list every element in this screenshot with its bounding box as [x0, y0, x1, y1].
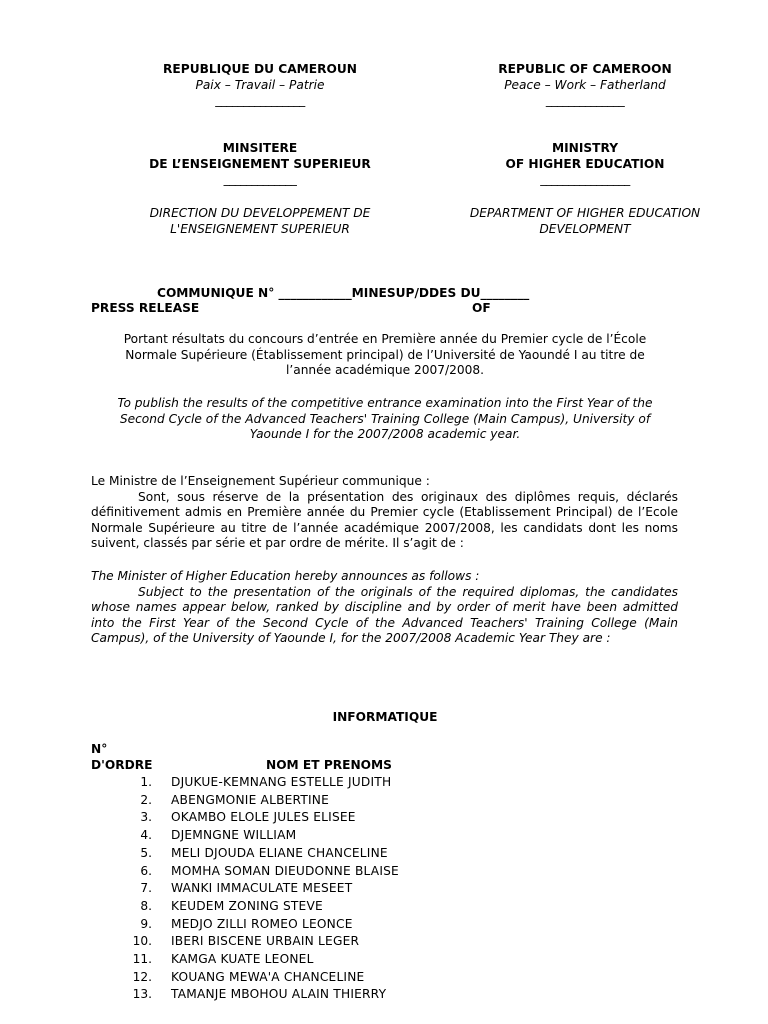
- row-name: KAMGA KUATE LEONEL: [171, 952, 314, 966]
- row-name: DJUKUE-KEMNANG ESTELLE JUDITH: [171, 775, 392, 789]
- row-number: 12.: [132, 969, 152, 984]
- row-number: 7.: [140, 881, 152, 896]
- communique-number: COMMUNIQUE N° ____________MINESUP/DDES DU________: [157, 286, 530, 300]
- row-name: MEDJO ZILLI ROMEO LEONCE: [171, 916, 353, 931]
- subject-fr: [90, 332, 680, 379]
- direction-fr-line1: DIRECTION DU DEVELOPPEMENT DE: [149, 206, 371, 220]
- ministry-fr: [110, 141, 410, 188]
- row-name: KOUANG MEWA'A CHANCELINE: [171, 969, 365, 984]
- row-number: 5.: [140, 845, 152, 860]
- col-order-header-line1: N°: [91, 742, 108, 756]
- row-number: 2.: [140, 792, 152, 807]
- row-number: 8.: [140, 898, 152, 913]
- press-release-label: PRESS RELEASE: [91, 301, 200, 315]
- row-number: 6.: [140, 863, 152, 878]
- row-name: KEUDEM ZONING STEVE: [171, 898, 323, 913]
- motto-en: Peace – Work – Fatherland: [504, 77, 666, 92]
- ministry-en: [435, 141, 735, 188]
- body-en: [91, 569, 678, 647]
- direction-fr-line2: L'ENSEIGNEMENT SUPERIEUR: [170, 221, 350, 236]
- subject-en-line1: To publish the results of the competitive entrance examination into the First Year of the: [117, 396, 653, 410]
- row-name: DJEMNGNE WILLIAM: [171, 828, 297, 843]
- rule-fr-2: _____________: [223, 172, 297, 186]
- subject-en-line3: Yaounde I for the 2007/2008 academic year.: [249, 427, 521, 441]
- body-fr: [91, 474, 678, 552]
- rule-en-2: ________________: [540, 172, 630, 186]
- col-order-header-line2: D'ORDRE: [91, 757, 153, 772]
- subject-fr-line1: Portant résultats du concours d’entrée en Première année du Premier cycle de l’École: [123, 332, 647, 346]
- rule-fr-1: ________________: [215, 93, 305, 107]
- subject-en-line2: Second Cycle of the Advanced Teachers' Training College (Main Campus), University of: [119, 411, 651, 426]
- row-number: 1.: [140, 775, 152, 789]
- row-name: ABENGMONIE ALBERTINE: [171, 792, 329, 807]
- rule-en-1: ______________: [545, 93, 625, 107]
- col-name-header: NOM ET PRENOMS: [266, 758, 392, 772]
- direction-fr: [110, 206, 410, 237]
- body-en-intro: The Minister of Higher Education hereby announces as follows :: [91, 569, 480, 583]
- header-right: [455, 62, 715, 109]
- ministry-fr-line2: DE L’ENSEIGNEMENT SUPERIEUR: [149, 156, 371, 171]
- row-name: MELI DJOUDA ELIANE CHANCELINE: [171, 845, 388, 860]
- direction-en-line1: DEPARTMENT OF HIGHER EDUCATION: [469, 206, 701, 220]
- row-number: 10.: [132, 934, 152, 949]
- section-title: INFORMATIQUE: [332, 710, 438, 724]
- motto-fr: Paix – Travail – Patrie: [195, 77, 325, 92]
- row-number: 3.: [140, 810, 152, 825]
- country-fr: REPUBLIQUE DU CAMEROUN: [163, 62, 357, 76]
- ministry-en-line1: MINISTRY: [551, 141, 619, 155]
- direction-en: [435, 206, 735, 237]
- row-number: 11.: [132, 952, 152, 966]
- row-name: IBERI BISCENE URBAIN LEGER: [171, 934, 360, 949]
- row-name: TAMANJE MBOHOU ALAIN THIERRY: [171, 987, 387, 1002]
- row-number: 4.: [140, 828, 152, 843]
- row-number: 9.: [140, 916, 152, 931]
- body-en-text: Subject to the presentation of the originals of the required diplomas, the candidates whose names appear below, ranked by discipline and by order of merit have been admitted into the First Year of the Second Cycle of the Advanced Teachers' Training College (Main Campus), of the University of Yaounde I, for the 2007/2008 Academic Year They are :: [91, 584, 678, 645]
- country-en: REPUBLIC OF CAMEROON: [498, 62, 672, 76]
- subject-fr-line3: l’année académique 2007/2008.: [285, 363, 485, 377]
- subject-fr-line2: Normale Supérieure (Établissement principal) de l’Université de Yaoundé I au titre de: [125, 347, 645, 362]
- body-fr-text: Sont, sous réserve de la présentation des originaux des diplômes requis, déclarés définitivement admis en Première année du Premier cycle (Etablissement Principal) de l’Ecole Normale Supérieure au titre de l’année académique 2007/2008, les candidats dont les noms suivent, classés par série et par ordre de mérite. Il s’agit de :: [91, 489, 678, 550]
- row-name: WANKI IMMACULATE MESEET: [171, 881, 353, 896]
- row-number: 13.: [132, 987, 152, 1002]
- ministry-fr-line1: MINSITERE: [222, 141, 298, 155]
- subject-en: [90, 396, 680, 443]
- row-name: MOMHA SOMAN DIEUDONNE BLAISE: [171, 863, 399, 878]
- col-order-header: [91, 742, 152, 773]
- ministry-en-line2: OF HIGHER EDUCATION: [505, 156, 665, 171]
- direction-en-line2: DEVELOPMENT: [539, 221, 631, 236]
- row-name: OKAMBO ELOLE JULES ELISEE: [171, 810, 356, 825]
- of-label: OF: [472, 301, 491, 315]
- body-fr-intro: Le Ministre de l’Enseignement Supérieur communique :: [91, 474, 430, 488]
- header-left: [130, 62, 390, 109]
